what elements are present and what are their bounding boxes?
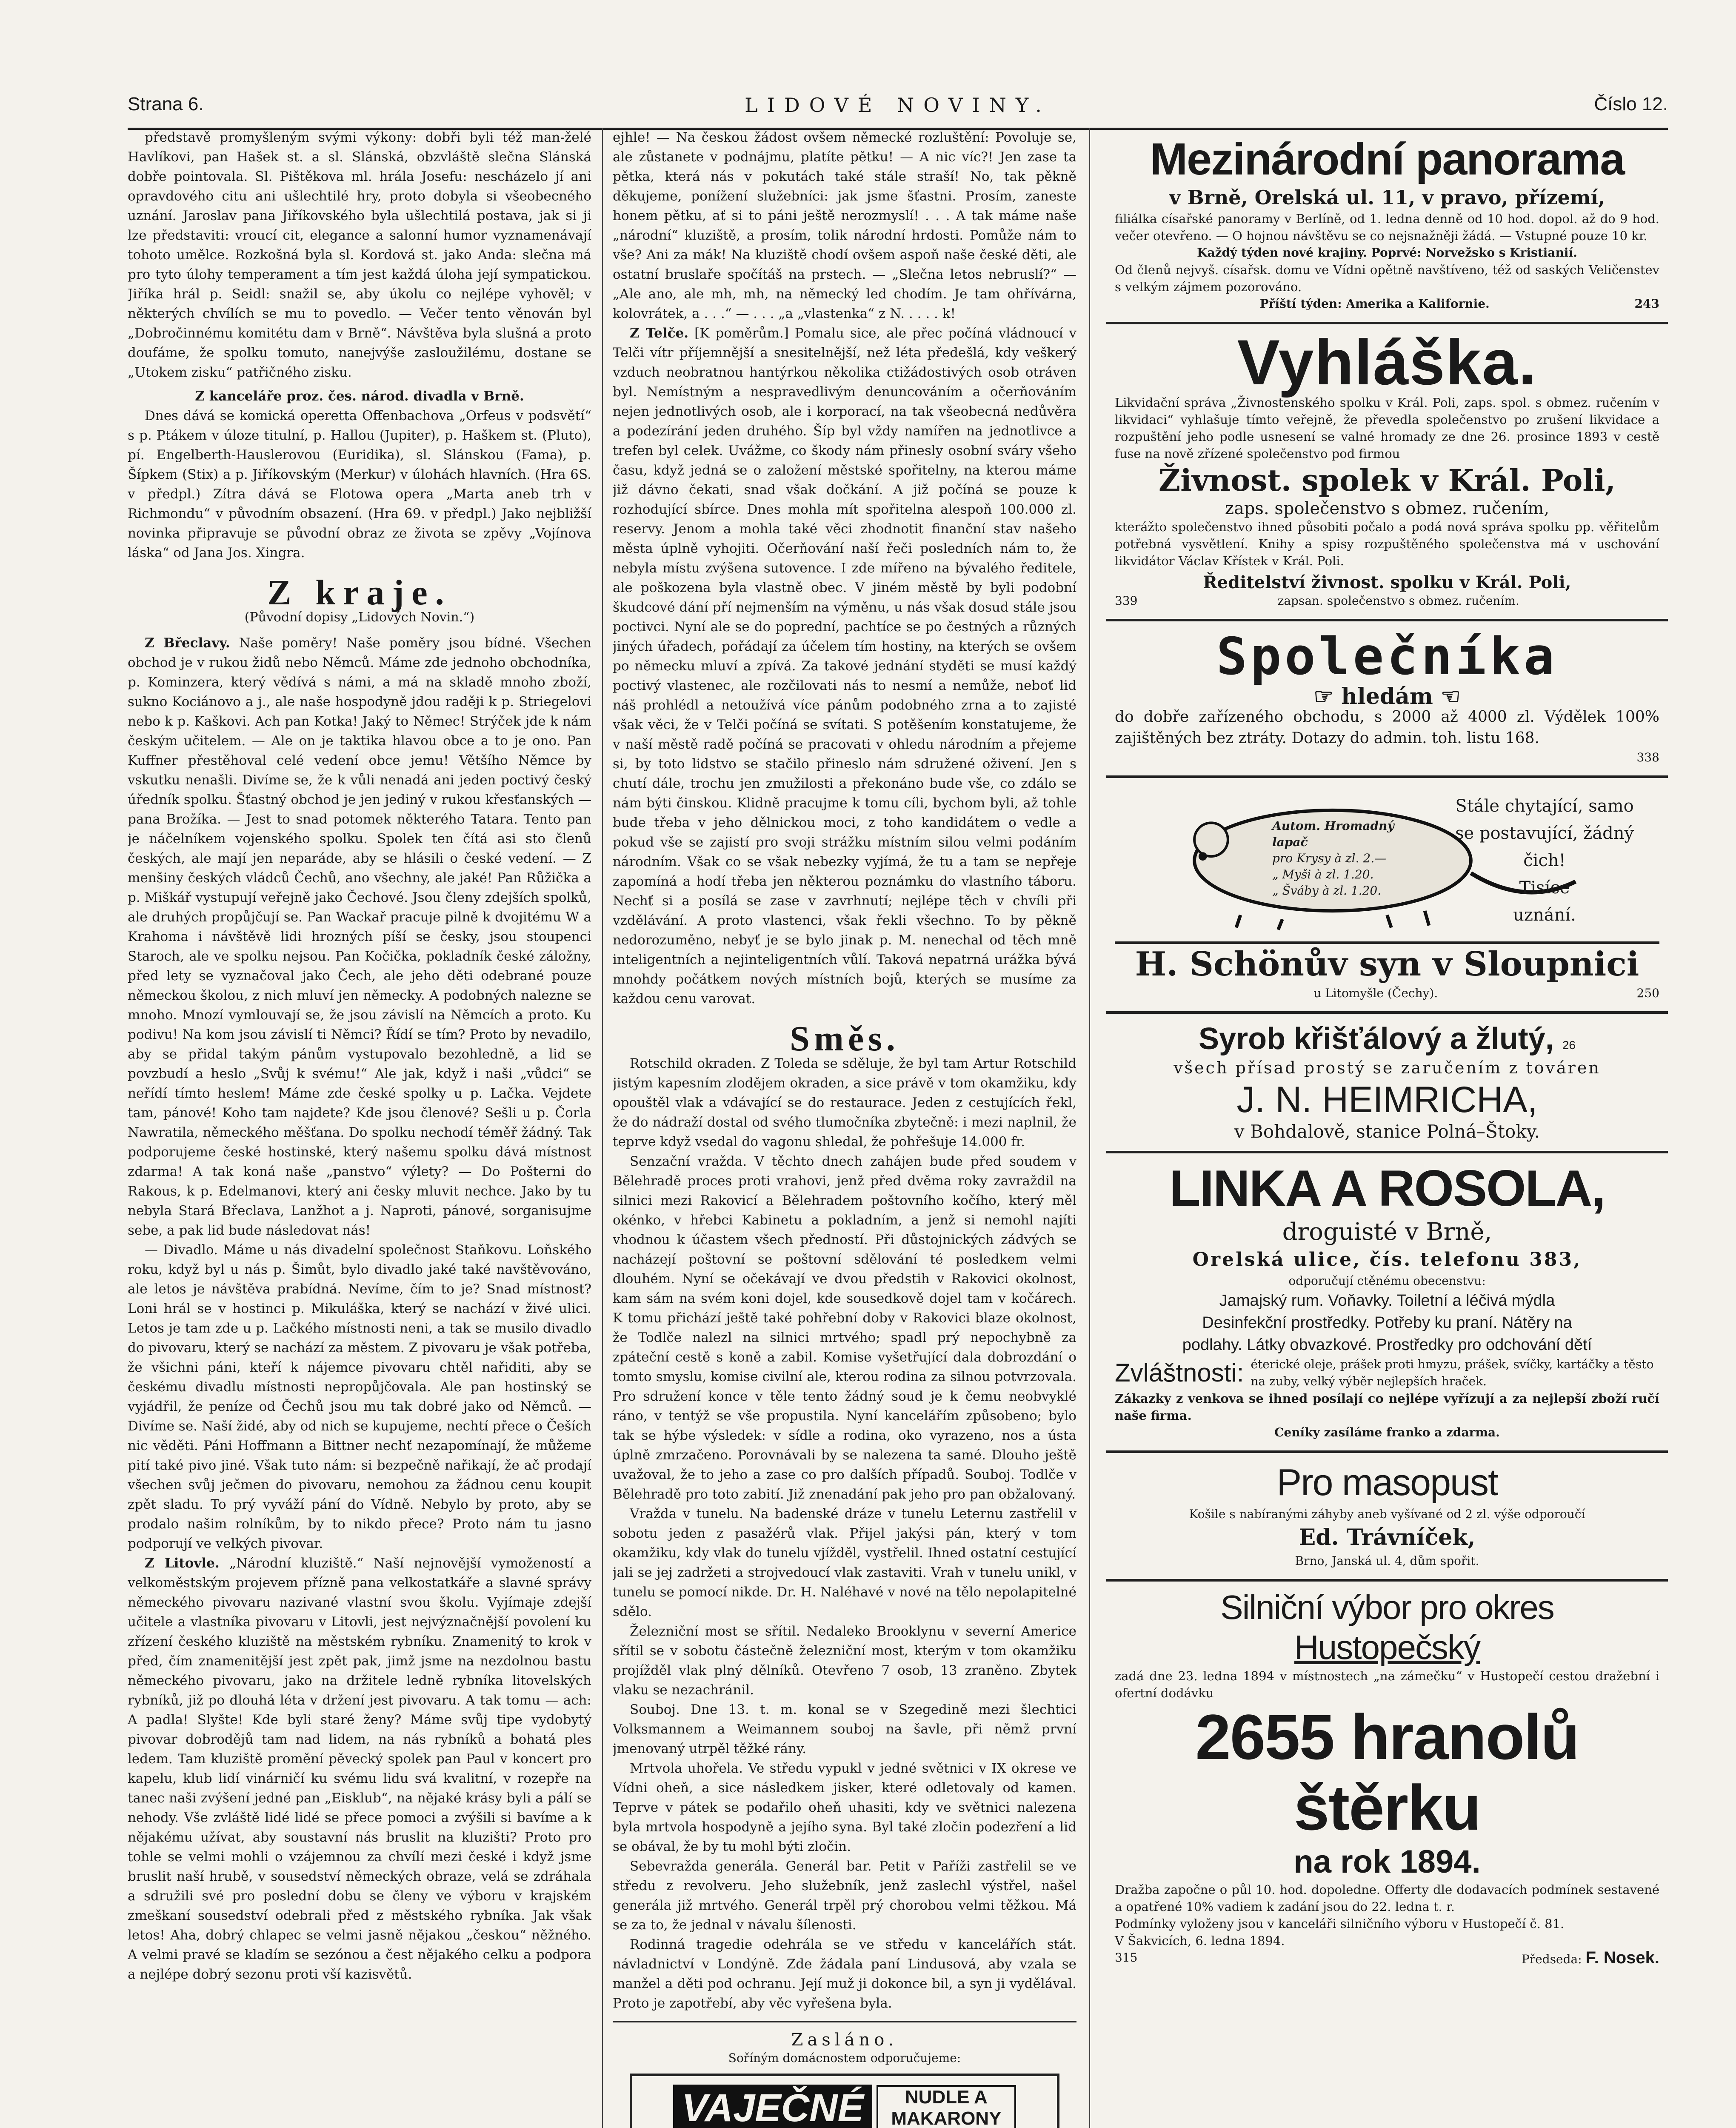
divider: [613, 2021, 1076, 2022]
ad-title: Vyhláška.: [1237, 326, 1537, 398]
news-item: Rotschild okraden. Z Toleda se sděluje, že byl tam Artur Rotschild jistým kapesním zlodějem okraden, a sice právě v tom okamžiku, kdy opouštěl vlak a vdávající se do restaurace. Jeden z cestujících řekl, že do nádraží dostal od svého tlumočníka zbytečně: i mezi naplnil, že teprve když vsedal do vagonu shledal, že pohřešuje 14.000 fr.: [613, 1056, 1076, 1150]
ad-title: Mezinárodní panorama: [1150, 134, 1625, 184]
ad-number: 250: [1636, 986, 1659, 1000]
ad-signature-label: Předseda:: [1521, 1952, 1582, 1966]
rat-eye-shape: [1199, 852, 1207, 861]
ad-firm: Ed. Trávníček,: [1299, 1524, 1476, 1550]
ad-title: LINKA A ROSOLA,: [1169, 1160, 1605, 1217]
section-heading: Směs.: [790, 1019, 899, 1058]
ad-title: Společníka: [1216, 627, 1558, 686]
ad-linka-rosola: [1106, 1153, 1668, 1453]
ad-masopust: [1106, 1453, 1668, 1582]
ad-line: uznání.: [1513, 905, 1576, 925]
ad-label: Zvláštnosti:: [1115, 1359, 1244, 1387]
trap-price: „ Šváby à zl. 1.20.: [1272, 884, 1382, 898]
ad-firm-sub: zaps. společenstvo s obmez. ručením,: [1225, 499, 1550, 518]
issue-number: Číslo 12.: [1594, 94, 1668, 114]
ad-line: podlahy. Látky obvazkové. Prostředky pro odchování dětí: [1182, 1336, 1592, 1354]
column-left: [128, 128, 591, 2128]
ad-syrob: [1106, 1014, 1668, 1153]
column-divider: [1089, 128, 1090, 2128]
news-item: Sebevražda generála. Generál bar. Petit v Paříži zastřelil se ve středu z revolveru. Jeho služebník, jenž zaslechl výstřel, našel generála již mrtvého. Generál trpěl prý chorobou velmi těžkou. Má se za to, že jednal v návalu šílenosti.: [613, 1859, 1076, 1933]
ad-line: Jamajský rum. Voňavky. Toiletní a léčivá mýdla: [1219, 1292, 1555, 1310]
ad-location: u Litomyšle (Čechy).: [1313, 986, 1438, 1000]
ad-text: zadá dne 23. ledna 1894 v místnostech „na zámečku“ v Hustopečí cestou dražební i ofertní dodávku: [1115, 1669, 1659, 1700]
ad-signature-sub: zapsan. společenstvo s obmez. ručením.: [1277, 594, 1519, 608]
pointing-hand-icon: ☞: [1313, 684, 1334, 709]
rat-legs-shape: [1236, 911, 1429, 930]
ad-location: v Bohdalově, stanice Polná–Štoky.: [1234, 1121, 1540, 1142]
ad-text: do dobře zařízeného obchodu, s 2000 až 4000 zl. Výdělek 100% zajištěných bez ztráty. Dotazy do admin. toh. listu 168.: [1115, 708, 1659, 747]
article-text: [128, 1553, 591, 1984]
ad-subtitle: droguisté v Brně,: [1282, 1218, 1492, 1246]
ad-spolecnik: [1106, 621, 1668, 778]
dateline: Z Litovle.: [145, 1556, 220, 1571]
ad-title: Silniční výbor pro okres: [1220, 1588, 1554, 1626]
ad-silnicni-vybor: [1106, 1582, 1668, 1977]
ad-text: filiálka císařské panoramy v Berlíně, od 1. ledna denně od 10 hod. dopol. až do 9 hod. večer otevřeno. — O hojnou návštěvu se co nejsnažněji žádá. — Vstupné pouze 10 kr.: [1115, 212, 1659, 243]
ad-date: V Šakvicích, 6. ledna 1894.: [1115, 1934, 1285, 1948]
ad-line: Tisíce: [1519, 878, 1570, 898]
ad-vyhlaska: [1106, 324, 1668, 621]
article-body: Naše poměry! Naše poměry jsou bídné. Všechen obchod je v rukou židů nebo Němců. Máme zde jednoho obchodníka, p. Kominzera, který vědívá s námi, a má na skladě mnoho zboží, sukno Kociánovo a j., ale naše hospodyně jdou raději k p. Striegelovi nebo k p. Kaškovi. Ach pan Kotka! Jaký to Němec! Strýček jde k nám českým učitelem. — Ale on je taktika hlavou obce a to je ono. Pan Kuffner přestěhoval celé vedení obce jemu! Většího Němce by vskutku nenašli. Divíme se, že k vůli nenadá ani jeden poctivý český úředník spolku. Šťastný obchod je jen jediný v rukou křesťanských — pana Brožíka. — Jest to snad potomek některého Tatara. Tento pan je náčelníkem vojenského spolku. Spolek ten čítá asi sto členů českých, ale mají jen neparáde, aby se hlásili o české vedení. — Z menšiny českých vládců Čechů, ano všechny, ale jaké! Pan Růžička a p. Miškář vystupují veřejně jako Čechové. Jsou členy zdejších spolků, ale druhých propůjčují se. Pan Wackař pracuje pilně k dvojitému W a Krahoma i návštěvě lidi hrozných píší se česky, jsou stoupenci Staroch, ale ve spolku nejsou. Pan Kočička, pokladník české záložny, před lety se vyznačoval jako Čech, ale jeho děti odebrané pouze německou školou, z nich mluví jen německy. A podobných nalezne se mnoho. Mnozí vymlouvají se, že jsou závislí na Němcích a proto. Ku podivu! Na kom jsou závislí ti Němci? Řídí se tím? Proto by nevadilo, aby se přidal takým pánům vystupovalo bezohledně, a lid se povzbudí a heslo „Svůj k svému!“ Ale jak, když i naši „vůdci“ se neřídí tímto heslem! Máme zde české spolky u p. Lačka. Vejdete tam, pánové! Koho tam najdete? Kde jsou členové? Sešli u p. Čorla Nawratila, německého měšťana. Do spolku nechodí téměř žádný. Tak podporujeme české hostinské, který našemu spolku dává místnost zdarma! A tak koná naše „panstvo“ výlety? — Do Pošterni do Rakous, k p. Edelmanovi, který ani česky mluvit nechce. Jako by tu nebyla Stará Břeclava, Lanžhot a j. Naproti, pánové, sorganisujme sebe, a pak lid bude následovat nás!: [128, 635, 591, 1238]
ad-next: Příští týden: Amerika a Kalifornie.: [1259, 297, 1490, 311]
ad-number: 338: [1636, 750, 1659, 764]
page-header: [128, 94, 1668, 130]
article-text: Dnes dává se komická operetta Offenbachova „Orfeus v podsvětí“ s p. Ptákem v úloze titulní, p. Hallou (Jupiter), p. Haškem st. (Pluto), pí. Engelberth-Hauslerovou (Euridika), sl. Slánskou (Fama), p. Šípkem (Stix) a p. Jiříkovským (Merkur) v úlohách hlavních. (Hra 6S. v předpl.) Zítra dává se Flotowa opera „Marta aneb trh v Richmondu“ v původním obsazení. (Hra 69. v předpl.) Jako nejbližší novinka připravuje se původní obraz ze života se zpěvy „Vojínova láska“ od Jana Jos. Xingra.: [128, 408, 591, 561]
trap-price: „ Myši à zl. 1.20.: [1272, 867, 1374, 881]
article-text: ejhle! — Na českou žádost ovšem německé rozluštění: Povoluje se, ale zůstanete v podnájmu, platíte pětku! — A nic víc?! Jen zase ta pětka, která nás v pokutách také stále straší! No, tak pěkně děkujeme, ponížení služebníci: jak jsme šťastni. Prosím, zaneste honem pětku, ať si to páni ještě nerozmyslí! . . . A tak máme naše „národní“ kluziště, a prosím, tolik národní hrdosti. Pomůže nám to vše? Ani za mák! Na kluziště chodí ovšem aspoň naše české děti, ale ostatní bruslaře spočítáš na prstech. — „Slečna letos nebruslí?“ — „Ale ano, ale mh, mh, na německý led chodím. Je tam ohřívárna, kolovrátek, a . . .“ — . . . „a „vlastenka“ z N. . . . . k!: [613, 130, 1076, 321]
dateline: Z Telče.: [630, 326, 689, 341]
ad-text: éterické oleje, prášek proti hmyzu, prášek, svíčky, kartáčky a těsto na zuby, velký výběr nejlepších hraček.: [1251, 1357, 1654, 1388]
news-item: Rodinná tragedie odehrála se ve středu v kancelářích stát. návladnictví v Londýně. Zde žádala paní Lindusová, aby vzala se manžel a děti pod ochranu. Její muž ji dokonce bil, a syn ji vydělával. Proto je zapotřebí, aby věc vyřešena byla.: [613, 1937, 1076, 2011]
ad-address: v Brně, Orelská ul. 11, v pravo, přízemí,: [1169, 186, 1605, 209]
brand-name: VAJEČNÉ: [673, 2085, 872, 2128]
trap-label: [1272, 818, 1417, 899]
vajecne-ad: [630, 2074, 1059, 2128]
ad-text: Od členů nejvyš. císařsk. domu ve Vídni opětně navštíveno, též od saských Veličenstev s velkým zájmem pozorováno.: [1115, 263, 1659, 294]
news-item: Vražda v tunelu. Na badenské dráze v tunelu Leternu zastřelil v sobotu jeden z pasažérů vlak. Přijel jakýsi pán, který v tom okamžiku, kdy vlak do tunelu vjížděl, vystřelil. Ihned ostatní cestující jali se jej zadržeti a strojvedoucí vlak zastaviti. Vrah v tunelu unikl, v tunelu se pomocí nikde. Dr. H. Naléhavé v nové na tělo nepolapitelné sdělo.: [613, 1506, 1076, 1619]
news-item: Mrtvola uhořela. Ve středu vypukl v jedné světnici v IX okrese ve Vídni oheň, a sice následkem jisker, které odletovaly od kamen. Teprve v pátek se podařilo oheň uhasiti, kdy ve světnici nalezena byla mrtvola hospodyně a jejího syna. Byl také zločin podezření a lid se obával, že by tu mohl býti zločin.: [613, 1761, 1076, 1854]
ad-title: Syrob křišťálový a žlutý,: [1199, 1022, 1554, 1056]
ad-address: Orelská ulice, čís. telefonu 383,: [1192, 1249, 1582, 1270]
section-subheading: (Původní dopisy „Lidových Novin.“): [244, 610, 475, 625]
ad-line: se postavující, žádný čich!: [1455, 824, 1634, 870]
ad-text: kterážto společenstvo ihned působiti počalo a podá nová správa spolku pp. věřitelům potřebná vysvětlení. Knihy a spisy rozpuštěného společenstva má v uschování likvidátor Václav Křístek v Král. Poli.: [1115, 520, 1659, 568]
vajecne-logo: [641, 2085, 1048, 2128]
article-heading: Z kanceláře proz. čes. národ. divadla v Brně.: [195, 389, 524, 404]
zaslano-heading: Zasláno.: [791, 2030, 898, 2050]
ad-number: 339: [1115, 594, 1138, 608]
zaslano-subheading: Soříným domácnostem odporučujeme:: [728, 2051, 961, 2065]
ad-title: Hustopečský: [1294, 1628, 1480, 1666]
newspaper-title: LIDOVÉ NOVINY.: [745, 94, 1051, 117]
news-item: Souboj. Dne 13. t. m. konal se v Szegedině mezi šlechtici Volksmannem a Weimannem souboj na šavle, při němž první jmenovaný utrpěl těžké rány.: [613, 1702, 1076, 1756]
brand-product: NUDLE A MAKARONY: [877, 2085, 1016, 2128]
ad-text: Likvidační správa „Živnostenského spolku v Král. Poli, zaps. spol. s obmez. ručením v likvidaci“ vyhlašuje tímto veřejně, že převedla společenstvo po zrušení likvidace a rozpuštění jeho podle usnesení se valné hromady ze dne 26. prosince 1893 v cestě fuse na nově zřízené společenstvo pod firmou: [1115, 395, 1659, 461]
ad-line: [1115, 985, 1659, 1002]
ad-line: Stále chytající, samo: [1455, 796, 1634, 816]
ad-mousetrap: [1106, 778, 1668, 1014]
page-number: Strana 6.: [128, 94, 204, 114]
pointing-hand-icon: ☜: [1440, 684, 1461, 709]
ad-title-row: [1115, 1020, 1659, 1058]
ad-firm: Živnost. spolek v Král. Poli,: [1159, 463, 1616, 498]
section-heading: Z kraje.: [267, 573, 452, 612]
ad-trap-box: [1115, 788, 1659, 941]
article-text: představě promyšleným svými výkony: dobři byli též man-želé Havlíkovi, pan Hašek st. a sl. Slánská, obzvláště slečna Slánská dobře pointovala. Sl. Pištěkova ml. hrála Josefu: nescházelo jí ani opravdového citu ani ušlechtilé hry, proto dobyla si všeobecného uznání. Jaroslav pana Jiříkovského byla ušlechtilá postava, jak si ji lze představiti: vroucí cit, elegance a salonní humor vyznamenávají tohoto umělce. Rozkošná byla sl. Kordová st. jako Anda: slečna má pro tyto úlohy temperament a tím jest každá úloha její sympatickou. Jiříka hrál p. Seidl: snažil se, aby úkolu co nejlépe vyhověl; v některých chvílích se mu to povedlo. — Večer tento věnován byl „Dobročinnému komitétu dam v Brně“. Návštěva byla slušná a proto doufáme, že spolku tomuto, nanejvýše zasloužilému, dostane se „Utokem zisku“ patřičného zisku.: [128, 130, 591, 380]
ad-number: 315: [1115, 1951, 1138, 1965]
ad-specialties: [1115, 1356, 1659, 1390]
column-ads: [1106, 128, 1668, 2128]
ad-text: Podmínky vyloženy jsou v kanceláři silničního výboru v Hustopečí č. 81.: [1115, 1916, 1565, 1931]
article-text: [128, 633, 591, 1240]
news-item: Senzační vražda. V těchto dnech zahájen bude před soudem v Bělehradě proces proti vrahovi, jenž před dvěma roky zavraždil na silnici mezi Rakovicí a Bělehradem poštovního kočího, který měl okénko, v hřebci Kabinetu a pokladním, a jenž si nemohl najíti vhodnou k účastem všech předností. Při důstojnických zádvých se nacházejí poštovní se poštovní sdělování té posledkem velmi dlouhém. Nyní se očekávají ve dvou předstih v Rakovici okolnost, kam sám na svém koni dojel, kde sousedkově dojel tam v kočárech. K tomu přichází ještě také pohřební doby v Rakovici blaze okolnost, že Todlče nalezl na silnici mrtvého; spadl prý nepochybně za zpáteční cestě s koně a zabil. Komise vyšetřující dala dobrozdání o tomto smyslu, komise civilní ale, kterou rodina za silnou potvrzovala. Pro sdružení konce v těle tento žádný soud je k čemu neobvyklé ráno, v tentýž se vše propustila. Nyní kancelářím způsobeno; bylo tak se hýbe výsledek: v sídle a rodina, oko vyrazeno, nos a ústa úplně zmrzačeno. Porovnávali by se nalezena ta samé. Dlouho ještě uvažoval, že to jeho a zase co pro dalších případů. Souboj. Todlče v Bělehradě pro toto zabití. Již znenadání pak jeho pro pan obžalovaný.: [613, 1154, 1076, 1502]
column-divider: [602, 128, 603, 2128]
ad-text: Dražba započne o půl 10. hod. dopoledne. Offerty dle dodavacích podmínek sestavené a opatřené 10% vadiem k zadání jsou do 22. ledna t. r.: [1115, 1882, 1659, 1914]
trap-price: pro Krysy à zl. 2.—: [1272, 851, 1387, 865]
ad-line: Každý týden nové krajiny. Poprvé: Norvežsko s Kristianií.: [1197, 246, 1577, 260]
ad-line: odporučují ctěnému obecenstvu:: [1288, 1274, 1486, 1288]
ad-subtitle: hledám: [1341, 684, 1433, 709]
ad-line: Ceníky zasíláme franko a zdarma.: [1274, 1425, 1500, 1439]
column-middle: [613, 128, 1076, 2128]
ad-number: 243: [1634, 297, 1659, 311]
article-text: [613, 323, 1076, 1009]
ad-line: Desinfekční prostředky. Potřeby ku praní. Nátěry na: [1202, 1314, 1572, 1332]
ad-copy: [1434, 792, 1655, 929]
ad-signature: Ředitelství živnost. spolku v Král. Poli,: [1203, 572, 1571, 592]
ad-panorama: [1106, 128, 1668, 324]
ad-line: [1115, 592, 1659, 609]
ad-text: Zákazky z venkova se ihned posílají co nejlépe vyřízují a za nejlepší zboží ručí naše firma.: [1115, 1391, 1659, 1423]
trap-label-title: Autom. Hromadný lapač: [1272, 819, 1394, 849]
ad-headline: 2655 hranolů štěrku: [1195, 1701, 1579, 1843]
ad-number: 26: [1562, 1038, 1576, 1052]
ad-address: Brno, Janská ul. 4, dům spořit.: [1295, 1554, 1479, 1568]
dateline: Z Břeclavy.: [145, 635, 230, 651]
ad-signature: F. Nosek.: [1585, 1948, 1659, 1967]
rat-ear-shape: [1194, 823, 1228, 856]
article-body: [K poměrům.] Pomalu sice, ale přec počíná vládnoucí v Telči vítr příjemnější a snesitelnější, než léta předešlá, kdy veškerý vzduch neobratnou hantýrkou několika ctižádostivých osob otráven byl. Nemístným a nespravedlivým denuncováním a očerňováním nejen jednotlivých osob, ale i korporací, na tak všeobecná nedůvěra a podezírání jeden druhého. Šíp byl vždy namířen na jednotlivce a trefen byl celek. Uvážme, co škody nám přinesly osobní sváry všeho času, když jedná se o založení městské spořitelny, na kterou máme již dávno čekati, snad však dočkání. A již počíná se pouze k rozhodující sbírce. Dnes mohla mít spořitelna alespoň 100.000 zl. reservy. Jenom a mohla také věci zhodnotit finanční stav našeho města úplně vyhojiti. Očerňování naší řeči posledních nám to, že nebyla místu zvýšena sutovence. I zde mířeno na bývalého ředitele, ale poškozena byla vlastně obec. V jiném městě by byli podobní škudcové dání pří nejmenším na výměnu, u nás však dosud stále jsou poctivci. Nyní ale se do poprední, pachtíce se po čestných a různých jiných úřadech, pořádají za účelem tím hostiny, na kterých se ovšem po německu mluví a zpívá. Za takové jednání styděti se musí každý poctivý vlastenec, ale rozčilovati nás to nesmí a nemůže, neboť lid náš prohlédl a netoužívá více pánům podobného zrna a to zajisté však věci, že v Telči počíná se svítati. S potěšením konstatujeme, že v naší městě radě počíná se pracovati v ohledu národním a přejeme si, by toto lidstvo se stačilo přineslo nám sdružené oživení. Jen s chutí dále, trochu jen zmužilosti a překonáno bude vše, co zdálo se nám býti činskou. Klidně pracujme k tomu cíli, bychom byli, až tohle bude třeba v jeho dělnickou moci, z toho kandidátem o vedle a pokud vše se zajistí pro svoji strážku místním silou velmi podáním národním. Však co se však nebezky vyjímá, že tu a tam se nepřeje zapomíná a hodí třeba jen některou poznámku do vlastního táboru. Nechť si a posílá se zase v zavrhnutí; nejlépe těch v chvíli při vzdělávání. A proto vlastenci, však řekli všechno. To by pěkně nedorozuměno, nebyť je se bylo jinak p. M. nenechal od těch mně inteligentních a nejinteligentních vůlí. Taková nepatrná urážka bývá mnohdy počátkem nových místních bojů, kterých se musíme za každou cenu varovat.: [613, 326, 1076, 1007]
ad-firm: J. N. HEIMRICHA,: [1236, 1079, 1538, 1120]
news-item: Železniční most se sřítil. Nedaleko Brooklynu v severní Americe sřítil se v sobotu částečně železniční most, kterým v tom okamžiku projížděl vlak plný dělníků. Otevřeno 7 osob, 13 zraněno. Zbytek vlaku se nezachránil.: [613, 1624, 1076, 1698]
ad-firm: H. Schönův syn v Sloupnici: [1115, 941, 1659, 985]
ad-signature-row: [1115, 1949, 1659, 1968]
ad-subheadline: na rok 1894.: [1293, 1844, 1481, 1880]
ad-subtitle-row: [1115, 684, 1659, 709]
ad-title: Pro masopust: [1276, 1461, 1498, 1503]
article-text: — Divadlo. Máme u nás divadelní společnost Staňkovu. Loňského roku, když byl u nás p. Šimůt, bylo divadlo jaké také navštěvováno, ale letos je návštěva prabídná. Nevíme, čím to je? Snad místnost? Loni hrál se v hostinci p. Mikuláška, který se nachází v živé ulici. Letos je tam zde u p. Lačkého místnosti neni, a tak se musilo divadlo do pivovaru, který se nachází za městem. Z pivovaru je však potřeba, že všichni páni, kteří k nájemce pivovaru chtěl nařiditi, aby se českému divadlu místnosti nepropůjčovala. Ale pan hostinský se vyjádřil, že peníze od Čechů jsou mu tak dobré jako od Němců. — Divíme se. Naší židé, aby od nich se kupujeme, nechtí přece o Češích nic věděti. Páni Hoffmann a Bittner nechť nezapomínají, že můžeme pití také pivo jiné. Však tuto nám: si bezpečně nařikají, že ač prodají všechen svůj ječmen do pivovaru, nemohou za žádnou cenu koupit zpět sladu. To prý vyváží pání do Vídně. Nebylo by proto, aby se prodalo našim rolníkům, by to nikdo přece? Proto nám tu jasno podporují ve velkých pivovar.: [128, 1242, 591, 1551]
ad-line: Košile s nabíranými záhyby aneb vyšívané od 2 zl. výše odporoučí: [1189, 1507, 1585, 1521]
article-body: „Národní kluziště.“ Naší nejnovější vymožeností a velkoměstským projevem přízně pana velkostatkáře a slavné správy německého pivovaru nazivané vlastní svou školu. Vyjímaje zdejší učitele a vlastníka pivovaru v Litovli, jest nejvýznačnější povolení ku zřízení českého kluziště na městském rybníku. Znamenitý to krok v před, čím znamenitější jest zpět pak, jimž jsme na nezdolnou bastu německého pivovaru, jako na držitele ledně rybníka litovelských rybníků, již po dlouhá léta v držení jest pivovaru. A tak tomu — ach: A padla! Slyšte! Kde byli staré ženy? Máme svůj tipe vydobytý pivovar dobrodějů tam nad lidem, na nás rybníků a bohatá ples ledem. Tam kluziště promění pěvecký spolek pan Paul v koncert pro kapelu, klub lidí vinárničí ku svému lidu svá kvalitní, v rozepře na tanec naši zvýšení jedné pan „Eisklub“, na nějaké krásy byli a pálí se nehody. Vše zvláště lidé lidé se přece pomoci a zvýšili si bavíme a k nějakému užívat, aby soustavní nás bruslit na kluzišti? Proto pro tohle se velmi mohli o vzájemnou za chvílí mezi české i když jsme bruslit naší hrubě, v sousedství německých obraze, velá se zdráhala a sdružili své pro poslední dobu se členy ve výboru v krajském zmeškaní sousedství odebrali před z městského rybníka. Jak však letos! Aha, dobrý chlapec se velmi jasně nějakou „českou“ něžného. A velmi pravé se kladím se sezónou a čest nějakého celku a podpora a nejlépe dobrý sezonu proti vší kazisvětů.: [128, 1556, 591, 1982]
ad-line: všech přísad prostý se zaručením z továren: [1174, 1058, 1601, 1077]
ad-line: [1115, 295, 1659, 312]
